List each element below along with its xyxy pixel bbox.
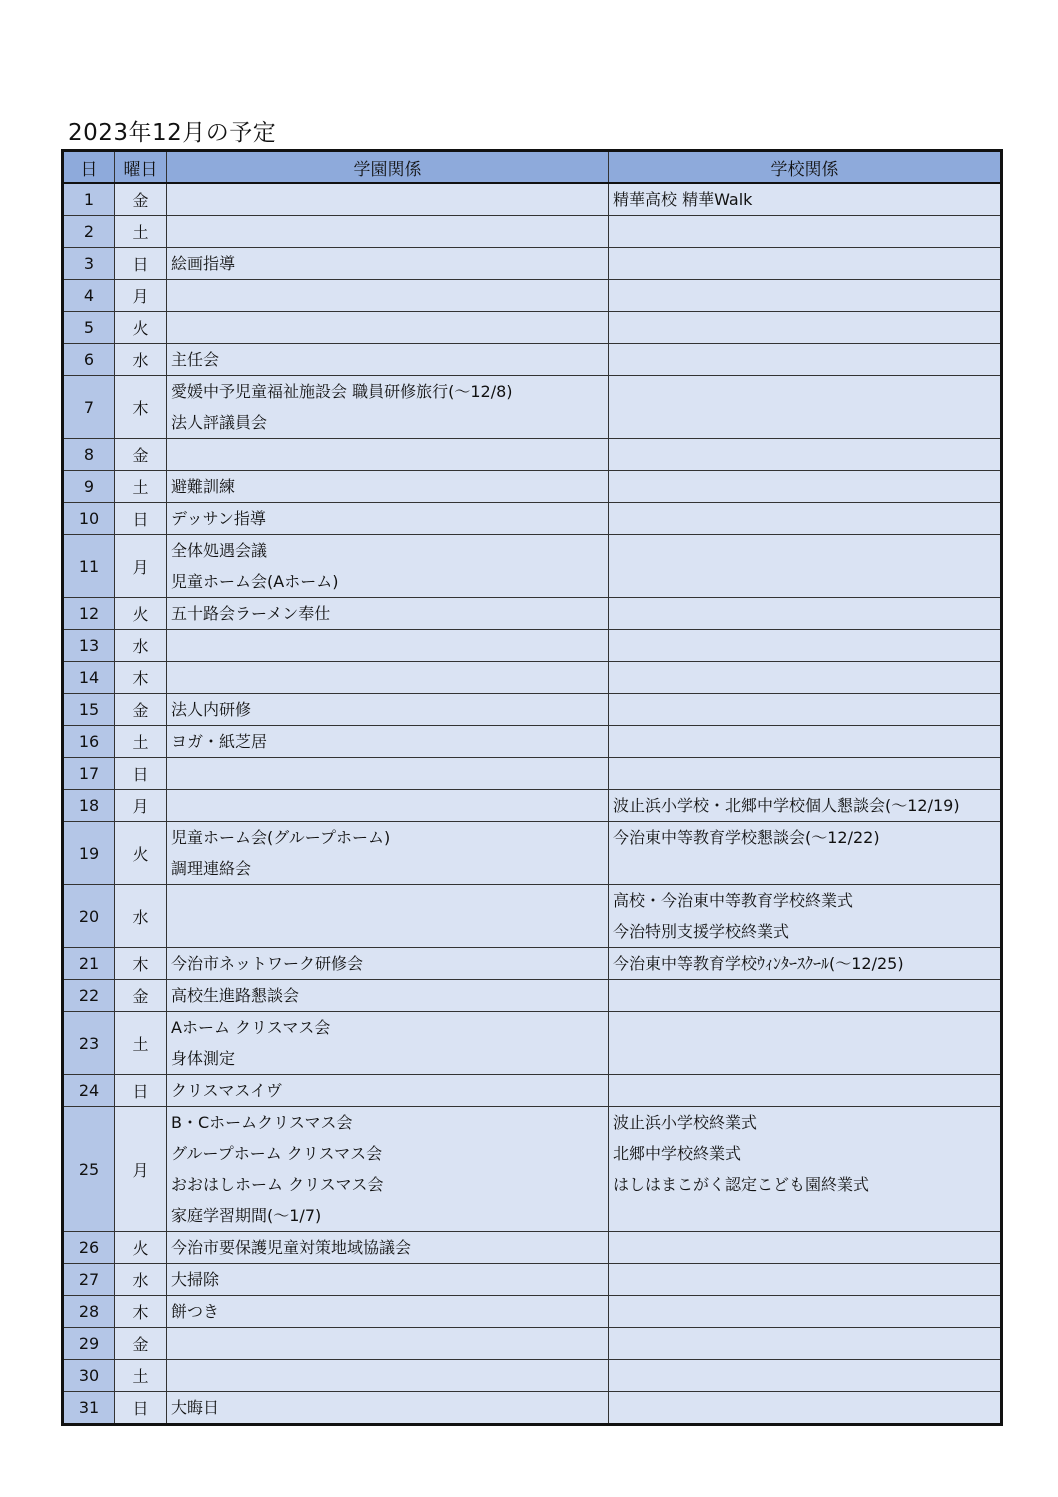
gakuen-events [167,1392,609,1425]
weekday: 月 [115,790,167,822]
school-events [609,344,1002,376]
school-events [609,598,1002,630]
weekday: 水 [115,630,167,662]
event-text: 今治東中等教育学校懇談会(～12/22) [613,828,880,847]
weekday: 日 [115,1392,167,1425]
gakuen-events [167,344,609,376]
event-text: 全体処遇会議 [171,541,268,560]
header-weekday: 曜日 [115,151,167,184]
table-row [63,535,1002,598]
event-text: ヨガ・紙芝居 [171,732,268,751]
table-row [63,312,1002,344]
event-text: 身体測定 [171,1049,236,1068]
day-number: 30 [63,1360,115,1392]
gakuen-events [167,216,609,248]
gakuen-events [167,1012,609,1075]
school-events [609,503,1002,535]
event-text [171,885,604,916]
day-number: 11 [63,535,115,598]
event-text: 今治東中等教育学校ｳｨﾝﾀｰｽｸｰﾙ(～12/25) [613,954,904,973]
event-text [613,407,996,438]
weekday: 月 [115,280,167,312]
header-gakuen: 学園関係 [167,151,609,184]
school-events [609,1328,1002,1360]
event-text [613,1043,996,1074]
day-number: 18 [63,790,115,822]
table-row [63,790,1002,822]
table-row [63,1360,1002,1392]
event-text [613,471,996,502]
gakuen-events [167,1264,609,1296]
day-number: 20 [63,885,115,948]
school-events [609,1264,1002,1296]
event-text [613,598,996,629]
school-events [609,948,1002,980]
event-text: 家庭学習期間(～1/7) [171,1206,322,1225]
event-text [171,439,604,470]
event-text [613,1264,996,1295]
school-events [609,885,1002,948]
gakuen-events [167,630,609,662]
event-text: 精華高校 精華Walk [613,190,753,209]
event-text [613,535,996,566]
weekday: 金 [115,183,167,216]
gakuen-events [167,1107,609,1232]
day-number: 25 [63,1107,115,1232]
weekday: 土 [115,216,167,248]
school-events [609,1392,1002,1425]
school-events [609,376,1002,439]
event-text: 主任会 [171,350,220,369]
event-text [613,439,996,470]
table-row [63,183,1002,216]
school-events [609,248,1002,280]
gakuen-events [167,439,609,471]
day-number: 14 [63,662,115,694]
school-events [609,790,1002,822]
day-number: 21 [63,948,115,980]
event-text [613,503,996,534]
event-text [171,790,604,821]
gakuen-events [167,1232,609,1264]
event-text: Aホーム クリスマス会 [171,1018,331,1037]
event-text [613,1328,996,1359]
event-text: クリスマスイヴ [171,1081,283,1100]
event-text: はしはまこがく認定こども園終業式 [613,1175,870,1194]
weekday: 木 [115,662,167,694]
table-row [63,1232,1002,1264]
day-number: 27 [63,1264,115,1296]
event-text [171,1360,604,1391]
gakuen-events [167,1075,609,1107]
gakuen-events [167,1360,609,1392]
table-row [63,471,1002,503]
event-text: 児童ホーム会(Aホーム) [171,572,339,591]
table-row [63,885,1002,948]
school-events [609,1232,1002,1264]
school-events [609,216,1002,248]
event-text: おおはしホーム クリスマス会 [171,1175,384,1194]
gakuen-events [167,726,609,758]
event-text: 大掃除 [171,1270,220,1289]
event-text [171,216,604,247]
gakuen-events [167,280,609,312]
event-text [613,694,996,725]
event-text [613,1296,996,1327]
weekday: 火 [115,312,167,344]
weekday: 木 [115,1296,167,1328]
gakuen-events [167,248,609,280]
gakuen-events [167,312,609,344]
day-number: 6 [63,344,115,376]
school-events [609,694,1002,726]
table-row [63,1264,1002,1296]
event-text [171,1328,604,1359]
gakuen-events [167,885,609,948]
school-events [609,1012,1002,1075]
school-events [609,1075,1002,1107]
event-text [613,1012,996,1043]
day-number: 26 [63,1232,115,1264]
table-row [63,822,1002,885]
table-row [63,1392,1002,1425]
weekday: 土 [115,726,167,758]
day-number: 31 [63,1392,115,1425]
gakuen-events [167,790,609,822]
gakuen-events [167,376,609,439]
day-number: 16 [63,726,115,758]
day-number: 13 [63,630,115,662]
gakuen-events [167,694,609,726]
day-number: 12 [63,598,115,630]
school-events [609,280,1002,312]
school-events [609,471,1002,503]
table-row [63,376,1002,439]
event-text: 法人内研修 [171,700,252,719]
table-row [63,344,1002,376]
school-events [609,535,1002,598]
gakuen-events [167,598,609,630]
event-text [171,630,604,661]
weekday: 水 [115,1264,167,1296]
event-text [613,566,996,597]
school-events [609,758,1002,790]
school-events [609,1107,1002,1232]
event-text [171,184,604,215]
school-events [609,439,1002,471]
weekday: 土 [115,471,167,503]
school-events [609,312,1002,344]
weekday: 日 [115,503,167,535]
gakuen-events [167,471,609,503]
day-number: 2 [63,216,115,248]
table-row [63,1296,1002,1328]
weekday: 金 [115,980,167,1012]
event-text [613,1392,996,1423]
day-number: 3 [63,248,115,280]
schedule-table [61,149,1003,1426]
event-text [171,662,604,693]
schedule-body [63,183,1002,1425]
weekday: 土 [115,1360,167,1392]
weekday: 木 [115,948,167,980]
event-text [171,280,604,311]
gakuen-events [167,948,609,980]
event-text [613,1360,996,1391]
weekday: 月 [115,1107,167,1232]
event-text: 波止浜小学校・北郷中学校個人懇談会(～12/19) [613,796,960,815]
table-row [63,503,1002,535]
day-number: 1 [63,183,115,216]
event-text: 避難訓練 [171,477,236,496]
day-number: 8 [63,439,115,471]
weekday: 金 [115,694,167,726]
table-row [63,598,1002,630]
event-text [613,376,996,407]
day-number: 22 [63,980,115,1012]
day-number: 28 [63,1296,115,1328]
event-text [613,980,996,1011]
table-row [63,726,1002,758]
day-number: 15 [63,694,115,726]
event-text [613,726,996,757]
event-text [171,916,604,947]
table-row [63,1012,1002,1075]
event-text [613,662,996,693]
day-number: 5 [63,312,115,344]
event-text: 波止浜小学校終業式 [613,1113,758,1132]
gakuen-events [167,1296,609,1328]
day-number: 9 [63,471,115,503]
event-text: 絵画指導 [171,254,236,273]
gakuen-events [167,662,609,694]
day-number: 24 [63,1075,115,1107]
day-number: 19 [63,822,115,885]
table-row [63,662,1002,694]
table-row [63,758,1002,790]
weekday: 火 [115,598,167,630]
event-text: 今治市要保護児童対策地域協議会 [171,1238,412,1257]
weekday: 月 [115,535,167,598]
event-text: 愛媛中予児童福祉施設会 職員研修旅行(～12/8) [171,382,513,401]
table-row [63,1328,1002,1360]
event-text: 餅つき [171,1302,220,1321]
weekday: 水 [115,344,167,376]
event-text: 法人評議員会 [171,413,268,432]
event-text: 大晦日 [171,1398,220,1417]
day-number: 10 [63,503,115,535]
gakuen-events [167,822,609,885]
school-events [609,1360,1002,1392]
event-text: デッサン指導 [171,509,266,528]
weekday: 日 [115,758,167,790]
event-text: 高校・今治東中等教育学校終業式 [613,891,854,910]
event-text: 今治特別支援学校終業式 [613,922,790,941]
weekday: 火 [115,1232,167,1264]
school-events [609,183,1002,216]
event-text [171,312,604,343]
event-text [613,853,996,884]
table-row [63,694,1002,726]
school-events [609,662,1002,694]
weekday: 水 [115,885,167,948]
header-row [63,151,1002,184]
table-row [63,630,1002,662]
event-text [613,312,996,343]
event-text: 五十路会ラーメン奉仕 [171,604,331,623]
event-text: 調理連絡会 [171,859,252,878]
event-text [613,758,996,789]
school-events [609,1296,1002,1328]
table-row [63,980,1002,1012]
event-text [613,1200,996,1231]
table-row [63,248,1002,280]
day-number: 4 [63,280,115,312]
header-day: 日 [63,151,115,184]
table-row [63,948,1002,980]
event-text [613,280,996,311]
event-text: 北郷中学校終業式 [613,1144,742,1163]
weekday: 土 [115,1012,167,1075]
event-text [613,216,996,247]
event-text: 今治市ネットワーク研修会 [171,954,364,973]
school-events [609,822,1002,885]
gakuen-events [167,535,609,598]
gakuen-events [167,1328,609,1360]
day-number: 23 [63,1012,115,1075]
table-row [63,1075,1002,1107]
table-row [63,280,1002,312]
day-number: 29 [63,1328,115,1360]
table-row [63,1107,1002,1232]
weekday: 日 [115,1075,167,1107]
page-title: 2023年12月の予定 [68,120,277,146]
gakuen-events [167,980,609,1012]
event-text [613,630,996,661]
event-text: B・Cホームクリスマス会 [171,1113,353,1132]
day-number: 7 [63,376,115,439]
day-number: 17 [63,758,115,790]
event-text: 児童ホーム会(グループホーム) [171,828,391,847]
header-school: 学校関係 [609,151,1002,184]
event-text [613,248,996,279]
gakuen-events [167,503,609,535]
event-text: グループホーム クリスマス会 [171,1144,383,1163]
weekday: 木 [115,376,167,439]
event-text: 高校生進路懇談会 [171,986,300,1005]
gakuen-events [167,758,609,790]
gakuen-events [167,183,609,216]
weekday: 金 [115,439,167,471]
weekday: 日 [115,248,167,280]
event-text [171,758,604,789]
table-row [63,439,1002,471]
event-text [613,1232,996,1263]
weekday: 金 [115,1328,167,1360]
table-row [63,216,1002,248]
event-text [613,1075,996,1106]
school-events [609,726,1002,758]
weekday: 火 [115,822,167,885]
event-text [613,344,996,375]
school-events [609,980,1002,1012]
school-events [609,630,1002,662]
